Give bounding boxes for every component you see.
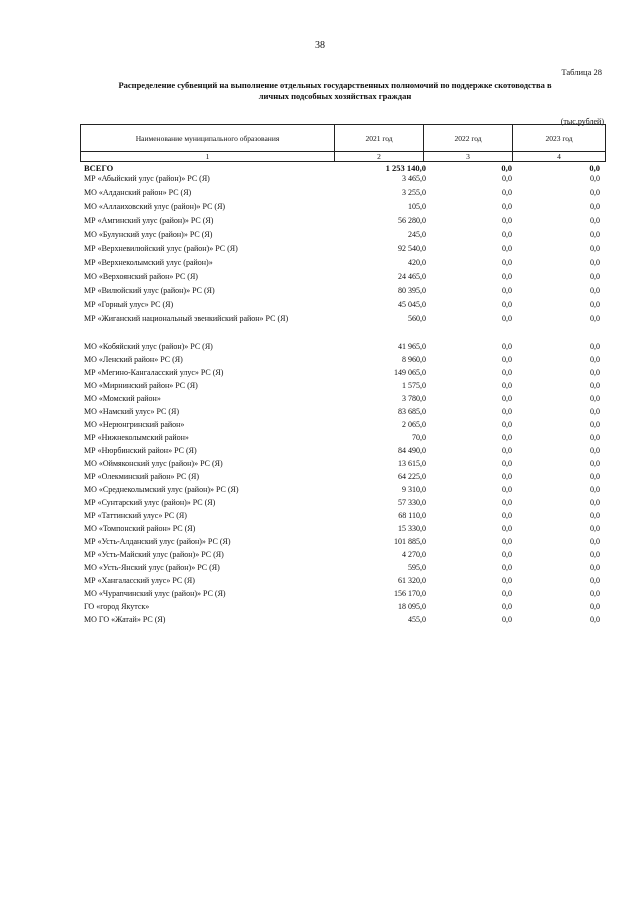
value-2021: 41 965,0 xyxy=(398,342,426,351)
row-name: МР «Хангаласский улус» РС (Я) xyxy=(84,576,195,585)
row-name: ГО «город Якутск» xyxy=(84,602,150,611)
value-2023: 0,0 xyxy=(590,537,600,546)
value-2021: 101 885,0 xyxy=(394,537,426,546)
value-2023: 0,0 xyxy=(590,174,600,183)
value-2021: 156 170,0 xyxy=(394,589,426,598)
value-2022: 0,0 xyxy=(502,615,512,624)
value-2021: 4 270,0 xyxy=(402,550,426,559)
table-row xyxy=(84,433,604,446)
table-row xyxy=(84,472,604,485)
table-row xyxy=(84,537,604,550)
row-name: МО ГО «Жатай» РС (Я) xyxy=(84,615,166,624)
title-line-1: Распределение субвенций на выполнение отдельных государственных полномочий по поддержке скотоводства в xyxy=(118,80,552,90)
value-2023: 0,0 xyxy=(590,459,600,468)
table-row xyxy=(84,407,604,420)
value-2022: 0,0 xyxy=(502,272,512,281)
value-2023: 0,0 xyxy=(590,420,600,429)
table-row xyxy=(84,602,604,615)
table-row xyxy=(84,300,604,313)
row-name: МО «Кобяйский улус (район)» РС (Я) xyxy=(84,342,213,351)
row-name: МР «Усть-Алданский улус (район)» РС (Я) xyxy=(84,537,231,546)
table-row xyxy=(84,446,604,459)
value-2021: 45 045,0 xyxy=(398,300,426,309)
value-2021: 149 065,0 xyxy=(394,368,426,377)
table-row xyxy=(84,498,604,511)
value-2023: 0,0 xyxy=(590,368,600,377)
value-2023: 0,0 xyxy=(590,485,600,494)
total-row xyxy=(84,163,604,174)
header-2022: 2022 год xyxy=(423,124,513,152)
value-2021: 8 960,0 xyxy=(402,355,426,364)
table-row xyxy=(84,524,604,537)
row-name: МО «Нерюнгринский район» xyxy=(84,420,185,429)
value-2021: 15 330,0 xyxy=(398,524,426,533)
table-row xyxy=(84,459,604,472)
value-2022: 0,0 xyxy=(502,202,512,211)
row-name: МР «Сунтарский улус (район)» РС (Я) xyxy=(84,498,216,507)
value-2021: 68 110,0 xyxy=(398,511,426,520)
value-2022: 0,0 xyxy=(502,394,512,403)
table-row xyxy=(84,485,604,498)
value-2022: 0,0 xyxy=(502,286,512,295)
value-2021: 245,0 xyxy=(408,230,426,239)
total-2023: 0,0 xyxy=(589,163,600,173)
value-2023: 0,0 xyxy=(590,202,600,211)
row-name: МО «Момский район» xyxy=(84,394,161,403)
value-2022: 0,0 xyxy=(502,368,512,377)
value-2022: 0,0 xyxy=(502,355,512,364)
value-2021: 3 255,0 xyxy=(402,188,426,197)
total-label: ВСЕГО xyxy=(84,163,114,173)
value-2022: 0,0 xyxy=(502,563,512,572)
document-title xyxy=(95,80,575,102)
value-2023: 0,0 xyxy=(590,511,600,520)
value-2022: 0,0 xyxy=(502,188,512,197)
value-2021: 105,0 xyxy=(408,202,426,211)
value-2022: 0,0 xyxy=(502,589,512,598)
value-2021: 92 540,0 xyxy=(398,244,426,253)
row-name: МР «Нюрбинский район» РС (Я) xyxy=(84,446,197,455)
value-2022: 0,0 xyxy=(502,472,512,481)
value-2021: 420,0 xyxy=(408,258,426,267)
value-2022: 0,0 xyxy=(502,485,512,494)
table-row xyxy=(84,511,604,524)
table-row xyxy=(84,314,604,327)
header-2021: 2021 год xyxy=(334,124,424,152)
row-name: МО «Мирнинский район» РС (Я) xyxy=(84,381,198,390)
value-2022: 0,0 xyxy=(502,537,512,546)
value-2023: 0,0 xyxy=(590,433,600,442)
value-2023: 0,0 xyxy=(590,258,600,267)
table-row xyxy=(84,286,604,299)
row-name: МО «Усть-Янский улус (район)» РС (Я) xyxy=(84,563,220,572)
row-name: МР «Олекминский район» РС (Я) xyxy=(84,472,200,481)
row-name: МР «Мегино-Кангаласский улус» РС (Я) xyxy=(84,368,224,377)
table-row xyxy=(84,202,604,215)
page-number: 38 xyxy=(315,40,325,51)
value-2021: 595,0 xyxy=(408,563,426,572)
row-name: МР «Усть-Майский улус (район)» РС (Я) xyxy=(84,550,224,559)
value-2022: 0,0 xyxy=(502,342,512,351)
value-2023: 0,0 xyxy=(590,188,600,197)
value-2023: 0,0 xyxy=(590,244,600,253)
row-name: МР «Таттинский улус» РС (Я) xyxy=(84,511,187,520)
row-name: МО «Среднеколымский улус (район)» РС (Я) xyxy=(84,485,239,494)
header-num-4: 4 xyxy=(512,151,606,162)
value-2022: 0,0 xyxy=(502,407,512,416)
unit-note: (тыс.рублей) xyxy=(560,117,604,126)
value-2021: 56 280,0 xyxy=(398,216,426,225)
table-row xyxy=(84,272,604,285)
value-2023: 0,0 xyxy=(590,472,600,481)
value-2022: 0,0 xyxy=(502,381,512,390)
value-2022: 0,0 xyxy=(502,511,512,520)
header-num-2: 2 xyxy=(334,151,424,162)
value-2023: 0,0 xyxy=(590,576,600,585)
table-row xyxy=(84,381,604,394)
table-row xyxy=(84,342,604,355)
table-row xyxy=(84,589,604,602)
value-2023: 0,0 xyxy=(590,216,600,225)
value-2023: 0,0 xyxy=(590,286,600,295)
row-name: МР «Вилюйский улус (район)» РС (Я) xyxy=(84,286,215,295)
value-2023: 0,0 xyxy=(590,589,600,598)
title-line-2: личных подсобных хозяйствах граждан xyxy=(258,91,412,101)
value-2021: 455,0 xyxy=(408,615,426,624)
value-2021: 24 465,0 xyxy=(398,272,426,281)
row-name: МР «Нижнеколымский район» xyxy=(84,433,189,442)
value-2022: 0,0 xyxy=(502,602,512,611)
value-2021: 560,0 xyxy=(408,314,426,323)
row-name: МР «Амгинский улус (район)» РС (Я) xyxy=(84,216,214,225)
value-2022: 0,0 xyxy=(502,174,512,183)
value-2022: 0,0 xyxy=(502,576,512,585)
value-2023: 0,0 xyxy=(590,615,600,624)
value-2023: 0,0 xyxy=(590,300,600,309)
table-row xyxy=(84,216,604,229)
value-2022: 0,0 xyxy=(502,433,512,442)
value-2023: 0,0 xyxy=(590,314,600,323)
table-row xyxy=(84,550,604,563)
value-2023: 0,0 xyxy=(590,342,600,351)
row-name: МО «Чурапчинский улус (район)» РС (Я) xyxy=(84,589,226,598)
table-row xyxy=(84,394,604,407)
value-2021: 13 615,0 xyxy=(398,459,426,468)
value-2023: 0,0 xyxy=(590,446,600,455)
table-row xyxy=(84,355,604,368)
table-row xyxy=(84,576,604,589)
table-row xyxy=(84,615,604,628)
row-name: МО «Намский улус» РС (Я) xyxy=(84,407,180,416)
table-row xyxy=(84,563,604,576)
table-header xyxy=(80,124,606,162)
table-label: Таблица 28 xyxy=(561,67,602,77)
value-2021: 2 065,0 xyxy=(402,420,426,429)
value-2022: 0,0 xyxy=(502,446,512,455)
header-num-3: 3 xyxy=(423,151,513,162)
value-2023: 0,0 xyxy=(590,550,600,559)
value-2023: 0,0 xyxy=(590,498,600,507)
value-2022: 0,0 xyxy=(502,550,512,559)
header-2023: 2023 год xyxy=(512,124,606,152)
table-row xyxy=(84,174,604,187)
row-name: МО «Оймяконский улус (район)» РС (Я) xyxy=(84,459,223,468)
row-name: МР «Верхнеколымский улус (район)» xyxy=(84,258,213,267)
value-2021: 64 225,0 xyxy=(398,472,426,481)
value-2022: 0,0 xyxy=(502,258,512,267)
value-2021: 70,0 xyxy=(412,433,426,442)
value-2023: 0,0 xyxy=(590,355,600,364)
value-2023: 0,0 xyxy=(590,394,600,403)
value-2022: 0,0 xyxy=(502,498,512,507)
row-name: МР «Горный улус» РС (Я) xyxy=(84,300,174,309)
row-name: МО «Булунский улус (район)» РС (Я) xyxy=(84,230,213,239)
table-row xyxy=(84,244,604,257)
total-2021: 1 253 140,0 xyxy=(385,163,426,173)
value-2022: 0,0 xyxy=(502,216,512,225)
row-name: МР «Абыйский улус (район)» РС (Я) xyxy=(84,174,210,183)
header-name: Наименование муниципального образования xyxy=(80,124,335,152)
value-2023: 0,0 xyxy=(590,272,600,281)
row-name: МО «Ленский район» РС (Я) xyxy=(84,355,183,364)
value-2021: 57 330,0 xyxy=(398,498,426,507)
value-2021: 84 490,0 xyxy=(398,446,426,455)
value-2022: 0,0 xyxy=(502,459,512,468)
table-row xyxy=(84,368,604,381)
total-2022: 0,0 xyxy=(501,163,512,173)
value-2021: 3 465,0 xyxy=(402,174,426,183)
row-name: МО «Алданский район» РС (Я) xyxy=(84,188,192,197)
row-name: МО «Верхоянский район» РС (Я) xyxy=(84,272,198,281)
value-2022: 0,0 xyxy=(502,300,512,309)
value-2021: 61 320,0 xyxy=(398,576,426,585)
value-2021: 1 575,0 xyxy=(402,381,426,390)
table-row xyxy=(84,230,604,243)
value-2023: 0,0 xyxy=(590,407,600,416)
value-2021: 80 395,0 xyxy=(398,286,426,295)
value-2023: 0,0 xyxy=(590,563,600,572)
value-2023: 0,0 xyxy=(590,524,600,533)
value-2023: 0,0 xyxy=(590,381,600,390)
value-2022: 0,0 xyxy=(502,420,512,429)
value-2022: 0,0 xyxy=(502,230,512,239)
value-2021: 3 780,0 xyxy=(402,394,426,403)
value-2021: 83 685,0 xyxy=(398,407,426,416)
value-2022: 0,0 xyxy=(502,524,512,533)
value-2021: 18 095,0 xyxy=(398,602,426,611)
value-2021: 9 310,0 xyxy=(402,485,426,494)
table-row xyxy=(84,420,604,433)
row-name: МО «Томпонский район» РС (Я) xyxy=(84,524,196,533)
row-name: МР «Верхневилюйский улус (район)» РС (Я) xyxy=(84,244,238,253)
row-name: МР «Жиганский национальный эвенкийский район» РС (Я) xyxy=(84,314,289,323)
table-row xyxy=(84,258,604,271)
value-2022: 0,0 xyxy=(502,314,512,323)
table-row xyxy=(84,188,604,201)
value-2022: 0,0 xyxy=(502,244,512,253)
value-2023: 0,0 xyxy=(590,602,600,611)
value-2023: 0,0 xyxy=(590,230,600,239)
header-num-1: 1 xyxy=(80,151,335,162)
row-name: МО «Аллаиховский улус (район)» РС (Я) xyxy=(84,202,226,211)
